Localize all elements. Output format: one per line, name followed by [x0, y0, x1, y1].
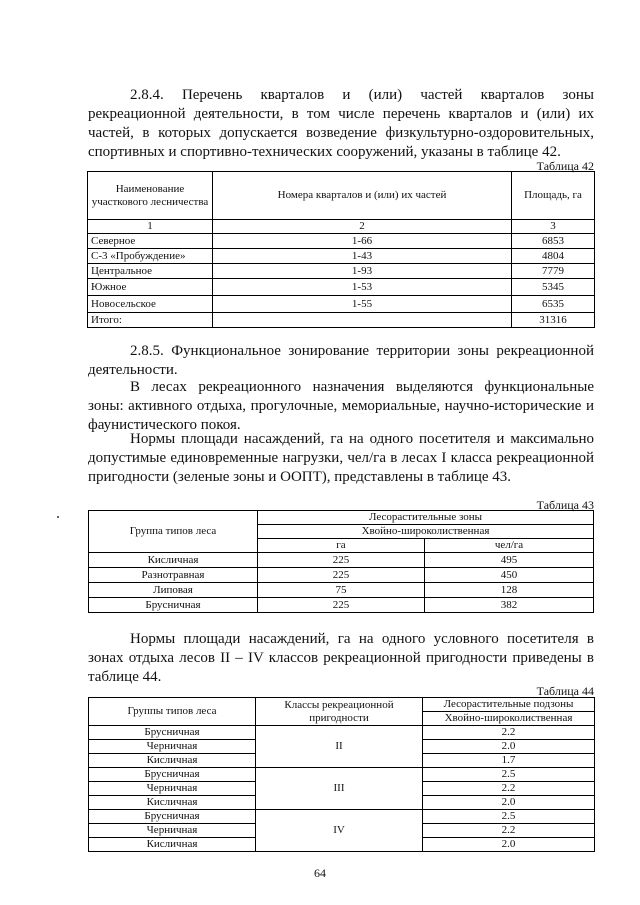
t43-subzone-header: Хвойно-широколиственная [258, 525, 594, 539]
t42-total-label: Итого: [88, 313, 213, 328]
t43-ha: 75 [258, 583, 425, 598]
t44-norm: 2.2 [423, 782, 595, 796]
t42-forestry: Новосельское [88, 296, 213, 313]
t42-header-quarters: Номера кварталов и (или) их частей [213, 172, 512, 220]
t42-header-area: Площадь, га [512, 172, 595, 220]
table-42-caption: Таблица 42 [536, 159, 594, 173]
t44-class: III [256, 768, 423, 810]
table-row [89, 568, 594, 583]
table-43 [88, 510, 594, 613]
t43-forest-type: Кисличная [89, 553, 258, 568]
t42-quarters: 1-55 [213, 296, 512, 313]
t42-quarters: 1-93 [213, 264, 512, 279]
t43-people: 450 [425, 568, 594, 583]
t44-forest-type: Кисличная [89, 838, 256, 852]
t44-norm: 2.2 [423, 726, 595, 740]
t42-quarters: 1-66 [213, 234, 512, 249]
t44-forest-type: Брусничная [89, 810, 256, 824]
t43-people: 128 [425, 583, 594, 598]
t43-ha: 225 [258, 568, 425, 583]
table-row [88, 234, 595, 249]
t42-total-value: 31316 [512, 313, 595, 328]
t44-norm: 2.0 [423, 838, 595, 852]
t44-class: II [256, 726, 423, 768]
t42-colnum: 2 [213, 220, 512, 234]
t44-forest-type: Кисличная [89, 796, 256, 810]
t44-norm: 2.2 [423, 824, 595, 838]
t43-people: 382 [425, 598, 594, 613]
table-42 [87, 171, 595, 328]
t44-class-header: Классы рекреационной пригодности [256, 698, 423, 726]
page-number: 64 [314, 866, 326, 880]
t43-unit-people: чел/га [425, 539, 594, 553]
t42-forestry: С-3 «Пробуждение» [88, 249, 213, 264]
table-row [88, 249, 595, 264]
t42-area: 4804 [512, 249, 595, 264]
t42-area: 6535 [512, 296, 595, 313]
paragraph-2-8-4: 2.8.4. Перечень кварталов и (или) частей кварталов зоны рекреационной деятельности, в том числе перечень кварталов и (или) их частей, в которых допускается возведение физкультурно-оздоровительных, спортивных и спортивно-технических сооружений, указаны в таблице 42. [88, 87, 594, 160]
t44-forest-type: Кисличная [89, 754, 256, 768]
t42-quarters: 1-53 [213, 279, 512, 296]
scan-speck [57, 516, 59, 518]
table-44-caption: Таблица 44 [536, 684, 594, 698]
t44-norm: 2.0 [423, 796, 595, 810]
table-row [89, 553, 594, 568]
t42-total-empty [213, 313, 512, 328]
t44-forest-type: Черничная [89, 782, 256, 796]
t43-ha: 225 [258, 598, 425, 613]
t44-norm: 2.5 [423, 768, 595, 782]
table-total-row [88, 313, 595, 328]
table-row [88, 279, 595, 296]
table-row [88, 264, 595, 279]
t43-people: 495 [425, 553, 594, 568]
table-row [88, 296, 595, 313]
t42-area: 5345 [512, 279, 595, 296]
t43-forest-type: Липовая [89, 583, 258, 598]
table-row [89, 726, 595, 740]
t42-colnum: 3 [512, 220, 595, 234]
t44-forest-type: Черничная [89, 740, 256, 754]
table-row [89, 598, 594, 613]
paragraph-2-8-5: 2.8.5. Функциональное зонирование территории зоны рекреационной деятельности. [88, 343, 594, 378]
t43-forest-type: Брусничная [89, 598, 258, 613]
paragraph-functional-zones: В лесах рекреационного назначения выделяются функциональные зоны: активного отдыха, прогулочные, мемориальные, научно-исторические и фаунистического покоя. [88, 379, 594, 433]
table-row [89, 583, 594, 598]
table-44 [88, 697, 595, 852]
t43-ha: 225 [258, 553, 425, 568]
t44-norm: 2.5 [423, 810, 595, 824]
t43-group-header: Группа типов леса [89, 511, 258, 553]
table-row [89, 768, 595, 782]
t44-forest-type: Брусничная [89, 768, 256, 782]
t43-forest-type: Разнотравная [89, 568, 258, 583]
table-row [89, 810, 595, 824]
t44-norm: 2.0 [423, 740, 595, 754]
t42-colnum: 1 [88, 220, 213, 234]
t44-subzone-header: Лесорастительные подзоны [423, 698, 595, 712]
t42-forestry: Южное [88, 279, 213, 296]
t44-subzone-name: Хвойно-широколиственная [423, 712, 595, 726]
t43-unit-ha: га [258, 539, 425, 553]
t44-class: IV [256, 810, 423, 852]
t42-quarters: 1-43 [213, 249, 512, 264]
t43-zones-header: Лесорастительные зоны [258, 511, 594, 525]
paragraph-norms-table-43: Нормы площади насаждений, га на одного посетителя и максимально допустимые единовременные нагрузки, чел/га в лесах I класса рекреационной пригодности (зеленые зоны и ООПТ), представлены в таблице 43. [88, 431, 594, 485]
table-43-caption: Таблица 43 [536, 498, 594, 512]
t42-area: 6853 [512, 234, 595, 249]
t44-forest-type: Черничная [89, 824, 256, 838]
paragraph-norms-table-44: Нормы площади насаждений, га на одного условного посетителя в зонах отдыха лесов II – IV классов рекреационной пригодности приведены в таблице 44. [88, 631, 594, 685]
t44-forest-type: Брусничная [89, 726, 256, 740]
t42-area: 7779 [512, 264, 595, 279]
t44-norm: 1.7 [423, 754, 595, 768]
t42-forestry: Центральное [88, 264, 213, 279]
t44-group-header: Группы типов леса [89, 698, 256, 726]
t42-forestry: Северное [88, 234, 213, 249]
t42-header-name: Наименование участкового лесничества [88, 172, 213, 220]
